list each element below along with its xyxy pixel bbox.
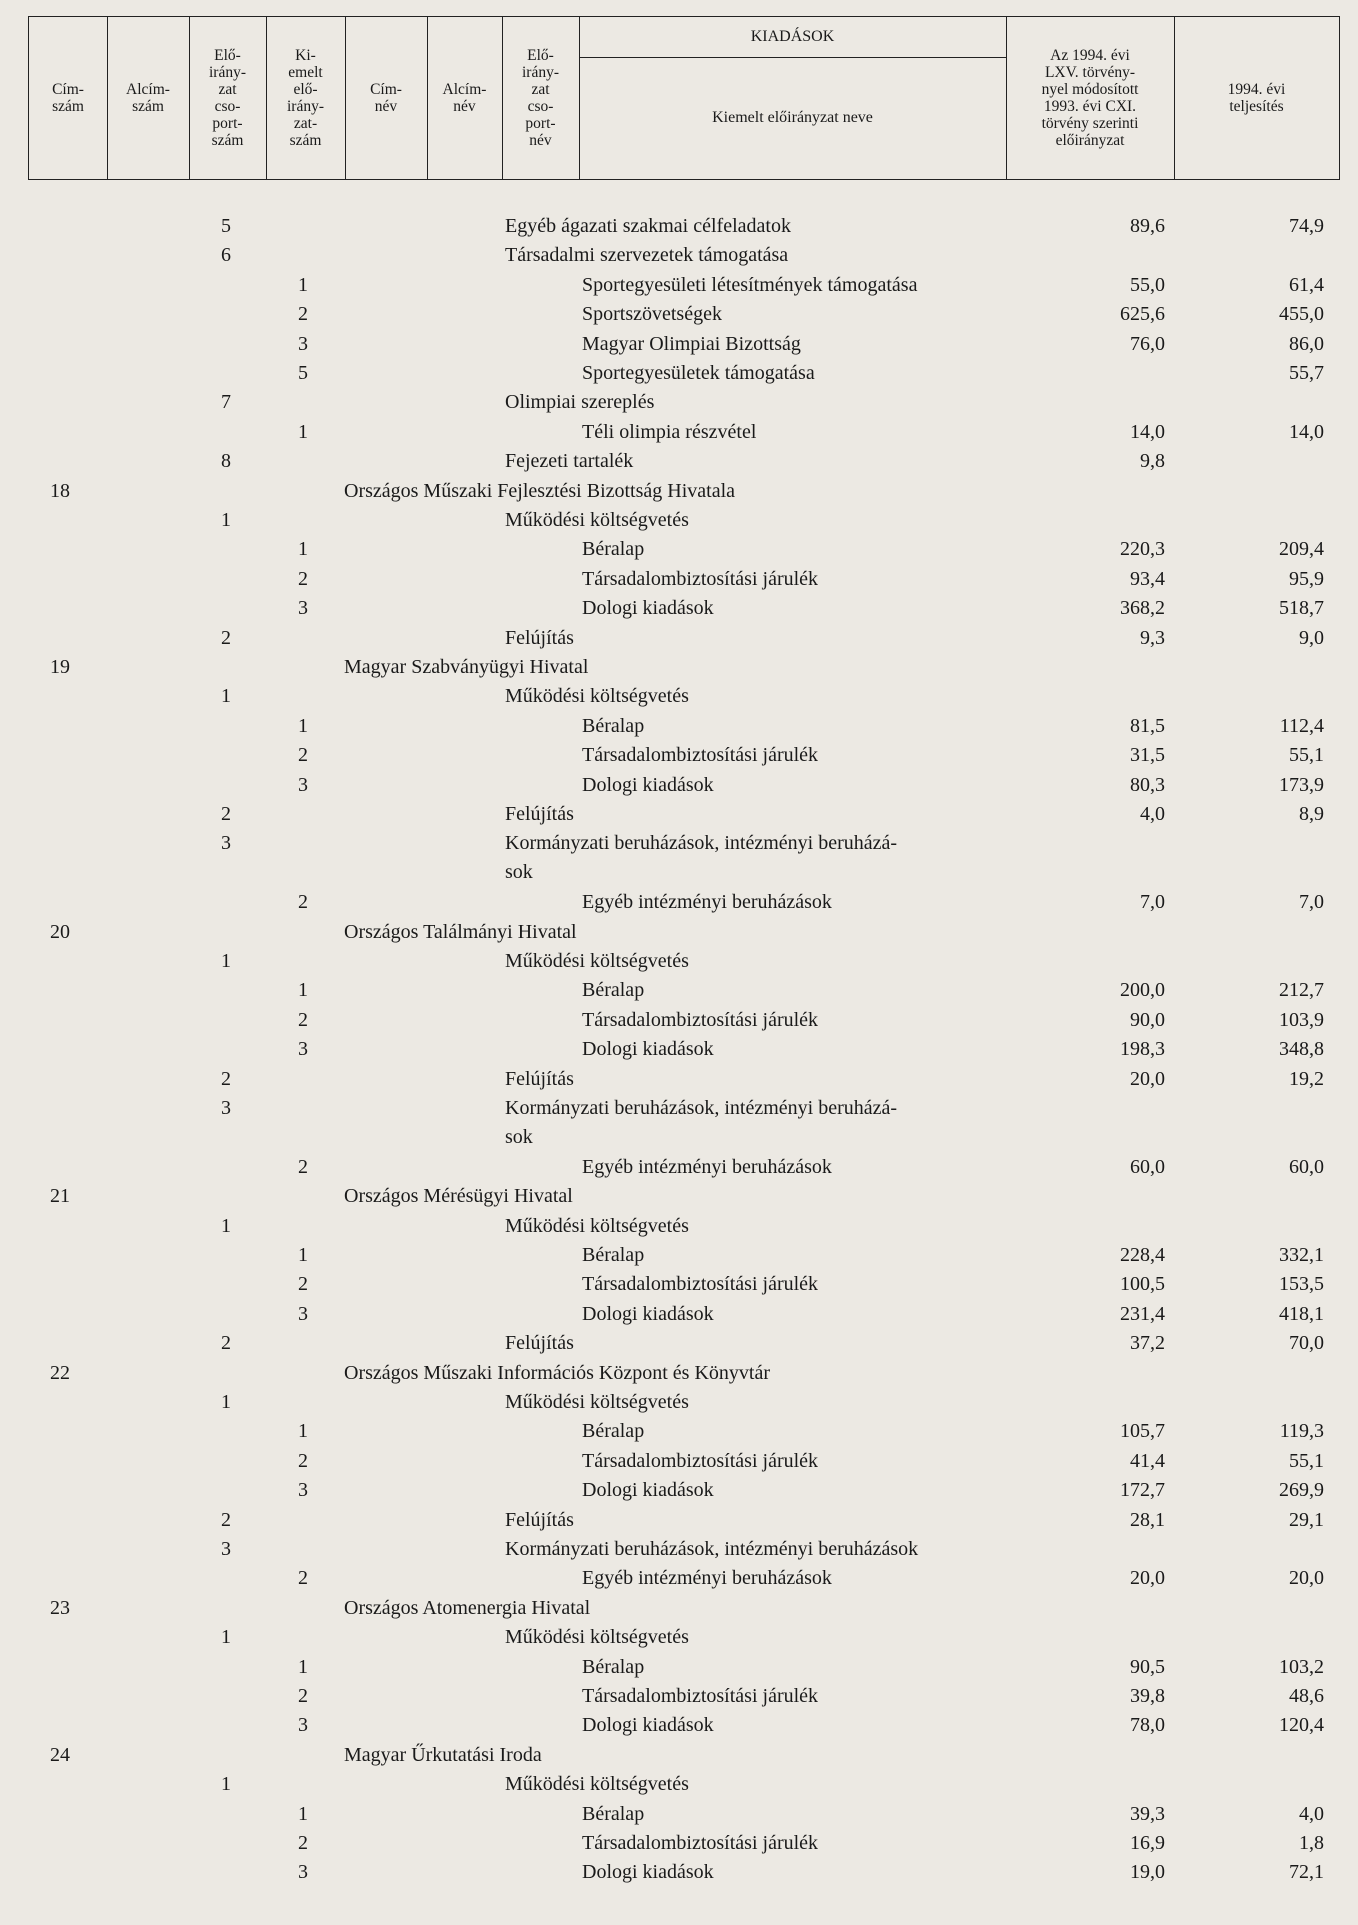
row-number: 2 <box>298 1685 308 1707</box>
header-teljesites: 1994. évi teljesítés <box>1227 81 1286 115</box>
value-teljesites: 61,4 <box>1289 273 1324 296</box>
row-label: Kormányzati beruházások, intézményi beruházá- sok <box>505 1097 898 1148</box>
row-number: 2 <box>298 303 308 326</box>
value-teljesites: 455,0 <box>1279 303 1324 326</box>
value-teljesites: 119,3 <box>1279 1420 1324 1443</box>
value-teljesites: 269,9 <box>1279 1479 1324 1502</box>
row-label: Társadalombiztosítási járulék <box>582 1449 819 1472</box>
value-teljesites: 48,6 <box>1289 1685 1324 1707</box>
row-label: Társadalombiztosítási járulék <box>582 1685 819 1707</box>
row-number: 2 <box>298 1449 308 1472</box>
row-number: 23 <box>50 1596 70 1619</box>
value-eloiranyzat: 89,6 <box>1130 215 1165 237</box>
value-teljesites: 4,0 <box>1299 1802 1324 1825</box>
row-label: Egyéb intézményi beruházások <box>582 891 832 914</box>
row-number: 2 <box>221 803 231 825</box>
value-teljesites: 518,7 <box>1279 597 1324 620</box>
value-teljesites: 29,1 <box>1289 1508 1324 1531</box>
table-row <box>0 888 1358 917</box>
row-number: 2 <box>298 891 308 914</box>
value-eloiranyzat: 9,3 <box>1140 626 1165 649</box>
header-kiemelt-eloiranyzat-neve: Kiemelt előirányzat neve <box>712 109 873 126</box>
value-eloiranyzat: 105,7 <box>1120 1420 1165 1443</box>
row-label: Felújítás <box>505 1332 574 1355</box>
value-eloiranyzat: 368,2 <box>1120 597 1165 620</box>
row-label: Dologi kiadások <box>582 1038 714 1061</box>
table-row <box>0 1476 1358 1505</box>
value-eloiranyzat: 90,0 <box>1130 1008 1165 1031</box>
row-number: 2 <box>221 1332 231 1355</box>
value-eloiranyzat: 90,5 <box>1130 1655 1165 1678</box>
row-number: 8 <box>221 450 231 473</box>
row-number: 1 <box>298 273 308 296</box>
header-cim-nev: Cím- név <box>370 81 402 115</box>
value-teljesites: 19,2 <box>1289 1067 1324 1090</box>
value-eloiranyzat: 100,5 <box>1120 1273 1165 1296</box>
row-label: Béralap <box>582 1655 645 1678</box>
table-row <box>0 447 1358 476</box>
table-row <box>0 535 1358 564</box>
row-number: 3 <box>298 1479 308 1502</box>
value-teljesites: 120,4 <box>1279 1714 1324 1737</box>
table-row <box>0 1388 1358 1417</box>
value-eloiranyzat: 80,3 <box>1130 773 1165 796</box>
value-eloiranyzat: 198,3 <box>1120 1038 1165 1061</box>
row-label: Béralap <box>582 538 645 561</box>
row-number: 20 <box>50 920 70 943</box>
table-row <box>0 1858 1358 1887</box>
row-number: 3 <box>298 597 308 620</box>
row-number: 7 <box>221 391 231 414</box>
value-teljesites: 60,0 <box>1289 1155 1324 1178</box>
row-label: Dologi kiadások <box>582 1479 714 1502</box>
value-teljesites: 55,1 <box>1289 1449 1324 1472</box>
table-row <box>0 359 1358 388</box>
row-number: 3 <box>298 773 308 796</box>
table-row <box>0 1741 1358 1770</box>
row-label: Béralap <box>582 714 645 737</box>
table-row <box>0 477 1358 506</box>
row-number: 2 <box>298 1008 308 1031</box>
table-row <box>0 1359 1358 1388</box>
row-number: 3 <box>298 1302 308 1325</box>
value-eloiranyzat: 9,8 <box>1140 450 1165 473</box>
value-eloiranyzat: 37,2 <box>1130 1332 1165 1355</box>
table-row <box>0 1153 1358 1182</box>
table-row <box>0 1241 1358 1270</box>
table-row <box>0 271 1358 300</box>
value-eloiranyzat: 625,6 <box>1120 303 1165 326</box>
header-kiadasok: KIADÁSOK <box>750 28 835 45</box>
table-row <box>0 918 1358 947</box>
value-teljesites: 74,9 <box>1289 215 1324 237</box>
row-label: Országos Műszaki Fejlesztési Bizottság Hivatala <box>344 479 736 502</box>
value-teljesites: 86,0 <box>1289 332 1324 355</box>
value-teljesites: 103,2 <box>1279 1655 1324 1678</box>
table-row <box>0 771 1358 800</box>
value-teljesites: 20,0 <box>1289 1567 1324 1590</box>
row-number: 6 <box>221 244 231 267</box>
table-row <box>0 682 1358 711</box>
row-number: 1 <box>221 1626 231 1649</box>
value-eloiranyzat: 231,4 <box>1120 1302 1165 1325</box>
table-row <box>0 947 1358 976</box>
row-label: Országos Atomenergia Hivatal <box>344 1596 591 1619</box>
row-label: Országos Mérésügyi Hivatal <box>344 1185 573 1208</box>
value-teljesites: 9,0 <box>1299 626 1324 649</box>
row-label: Kormányzati beruházások, intézményi beruházások <box>505 1538 919 1560</box>
value-teljesites: 103,9 <box>1279 1008 1324 1031</box>
value-eloiranyzat: 200,0 <box>1120 979 1165 1002</box>
value-eloiranyzat: 20,0 <box>1130 1567 1165 1590</box>
row-number: 5 <box>221 215 231 237</box>
row-label: Működési költségvetés <box>505 1773 689 1796</box>
row-label: Társadalombiztosítási járulék <box>582 1008 819 1031</box>
table-row <box>0 1682 1358 1711</box>
row-number: 1 <box>298 714 308 737</box>
row-label: Működési költségvetés <box>505 509 689 531</box>
row-label: Országos Találmányi Hivatal <box>344 920 577 943</box>
table-row <box>0 1829 1358 1858</box>
row-label: Egyéb ágazati szakmai célfeladatok <box>505 215 791 237</box>
table-row <box>0 1564 1358 1593</box>
row-number: 5 <box>298 362 308 384</box>
row-number: 22 <box>50 1361 70 1384</box>
row-label: Fejezeti tartalék <box>505 450 634 473</box>
table-row <box>0 241 1358 270</box>
value-eloiranyzat: 60,0 <box>1130 1155 1165 1178</box>
value-eloiranyzat: 19,0 <box>1130 1861 1165 1884</box>
row-label: Működési költségvetés <box>505 950 689 972</box>
row-label: Béralap <box>582 1244 645 1266</box>
row-number: 2 <box>221 1508 231 1531</box>
row-number: 3 <box>298 332 308 355</box>
row-label: Felújítás <box>505 1067 574 1090</box>
row-label: Társadalombiztosítási járulék <box>582 1832 819 1854</box>
table-row <box>0 418 1358 447</box>
row-label: Országos Műszaki Információs Központ és Könyvtár <box>344 1361 771 1384</box>
row-label: Sportegyesületi létesítmények támogatása <box>582 273 918 296</box>
value-eloiranyzat: 78,0 <box>1130 1714 1165 1737</box>
table-row <box>0 1035 1358 1064</box>
row-number: 2 <box>298 744 308 767</box>
row-number: 1 <box>298 1655 308 1678</box>
table-row <box>0 1770 1358 1799</box>
table-row <box>0 800 1358 829</box>
row-label: Magyar Űrkutatási Iroda <box>344 1743 542 1766</box>
table-row <box>0 712 1358 741</box>
row-label: Társadalombiztosítási járulék <box>582 1273 819 1296</box>
row-number: 2 <box>221 1067 231 1090</box>
row-label: Dologi kiadások <box>582 1861 714 1884</box>
row-number: 1 <box>298 1802 308 1825</box>
row-number: 2 <box>298 1155 308 1178</box>
value-teljesites: 55,1 <box>1289 744 1324 767</box>
table-row <box>0 1006 1358 1035</box>
row-label: Működési költségvetés <box>505 1391 689 1413</box>
row-number: 1 <box>221 509 231 531</box>
row-number: 3 <box>221 1538 231 1560</box>
value-teljesites: 55,7 <box>1289 362 1324 384</box>
row-number: 24 <box>50 1743 70 1766</box>
row-label: Működési költségvetés <box>505 1214 689 1237</box>
value-eloiranyzat: 41,4 <box>1130 1449 1165 1472</box>
table-row <box>0 388 1358 417</box>
table-row <box>0 506 1358 535</box>
row-label: Kormányzati beruházások, intézményi beruházá- sok <box>505 832 898 884</box>
header-eloiranyzat-csoport-nev: Elő- irány- zat cso- port- név <box>521 47 559 149</box>
value-teljesites: 153,5 <box>1279 1273 1324 1296</box>
row-label: Dologi kiadások <box>582 773 714 796</box>
row-label: Felújítás <box>505 803 574 825</box>
value-teljesites: 418,1 <box>1279 1302 1324 1325</box>
row-label: Felújítás <box>505 626 574 649</box>
row-label: Dologi kiadások <box>582 1302 714 1325</box>
value-teljesites: 173,9 <box>1279 773 1324 796</box>
row-number: 1 <box>298 979 308 1002</box>
value-eloiranyzat: 220,3 <box>1120 538 1165 561</box>
row-number: 3 <box>298 1861 308 1884</box>
table-row <box>0 976 1358 1005</box>
header-cim-szam: Cím- szám <box>52 81 84 115</box>
row-label: Egyéb intézményi beruházások <box>582 1567 832 1590</box>
row-label: Sportszövetségek <box>582 303 722 326</box>
table-row <box>0 1711 1358 1740</box>
table-row <box>0 1447 1358 1476</box>
table-row <box>0 1506 1358 1535</box>
row-label: Társadalmi szervezetek támogatása <box>505 244 789 267</box>
value-eloiranyzat: 28,1 <box>1130 1508 1165 1531</box>
value-teljesites: 14,0 <box>1289 420 1324 443</box>
row-label: Béralap <box>582 979 645 1002</box>
value-eloiranyzat: 93,4 <box>1130 567 1165 590</box>
table-row <box>0 1417 1358 1446</box>
header-eloiranyzat-csoport-szam: Elő- irány- zat cso- port- szám <box>208 47 246 149</box>
value-teljesites: 8,9 <box>1299 803 1324 825</box>
row-number: 2 <box>298 1832 308 1854</box>
row-number: 19 <box>50 656 70 678</box>
header-alcim-szam: Alcím- szám <box>126 81 170 115</box>
table-row <box>0 1653 1358 1682</box>
row-number: 3 <box>221 1097 231 1119</box>
row-label: Működési költségvetés <box>505 1626 689 1649</box>
value-teljesites: 1,8 <box>1299 1832 1324 1854</box>
value-teljesites: 72,1 <box>1289 1861 1324 1884</box>
row-number: 1 <box>298 420 308 443</box>
table-row <box>0 212 1358 241</box>
row-number: 1 <box>221 950 231 972</box>
row-label: Téli olimpia részvétel <box>582 420 757 443</box>
row-number: 2 <box>298 1273 308 1296</box>
table-row <box>0 1094 1358 1153</box>
value-eloiranyzat: 4,0 <box>1140 803 1165 825</box>
value-eloiranyzat: 31,5 <box>1130 744 1165 767</box>
value-teljesites: 348,8 <box>1279 1038 1324 1061</box>
value-eloiranyzat: 16,9 <box>1130 1832 1165 1854</box>
table-row <box>0 624 1358 653</box>
value-teljesites: 7,0 <box>1299 891 1324 914</box>
table-row <box>0 330 1358 359</box>
table-row <box>0 1623 1358 1652</box>
row-number: 1 <box>221 1773 231 1796</box>
table-row <box>0 1065 1358 1094</box>
row-label: Társadalombiztosítási járulék <box>582 567 819 590</box>
row-label: Dologi kiadások <box>582 597 714 620</box>
table-row <box>0 1300 1358 1329</box>
value-eloiranyzat: 228,4 <box>1120 1244 1165 1266</box>
row-label: Működési költségvetés <box>505 685 689 708</box>
table-row <box>0 741 1358 770</box>
table-row <box>0 565 1358 594</box>
row-number: 3 <box>298 1714 308 1737</box>
row-label: Magyar Olimpiai Bizottság <box>582 332 801 355</box>
header-eloiranyzat: Az 1994. évi LXV. törvény- nyel módosított 1993. évi CXI. törvény szerinti előirányzat <box>1041 47 1139 149</box>
row-number: 3 <box>298 1038 308 1061</box>
table-row <box>0 1535 1358 1564</box>
row-label: Magyar Szabványügyi Hivatal <box>344 656 589 678</box>
table-row <box>0 594 1358 623</box>
table-row <box>0 1329 1358 1358</box>
row-number: 1 <box>298 1244 308 1266</box>
value-teljesites: 332,1 <box>1279 1244 1324 1266</box>
row-number: 2 <box>298 567 308 590</box>
value-teljesites: 209,4 <box>1279 538 1324 561</box>
value-eloiranyzat: 81,5 <box>1130 714 1165 737</box>
value-eloiranyzat: 20,0 <box>1130 1067 1165 1090</box>
row-label: Béralap <box>582 1420 645 1443</box>
row-label: Olimpiai szereplés <box>505 391 655 414</box>
value-eloiranyzat: 76,0 <box>1130 332 1165 355</box>
value-teljesites: 70,0 <box>1289 1332 1324 1355</box>
row-number: 1 <box>298 1420 308 1443</box>
row-number: 1 <box>221 685 231 708</box>
value-eloiranyzat: 39,3 <box>1130 1802 1165 1825</box>
table-row <box>0 1182 1358 1211</box>
row-label: Felújítás <box>505 1508 574 1531</box>
row-label: Társadalombiztosítási járulék <box>582 744 819 767</box>
value-teljesites: 95,9 <box>1289 567 1324 590</box>
table-row <box>0 300 1358 329</box>
row-label: Dologi kiadások <box>582 1714 714 1737</box>
header-kiemelt-eloiranyzat-szam: Ki- emelt elő- irány- zat- szám <box>286 47 324 149</box>
table-row <box>0 653 1358 682</box>
value-eloiranyzat: 172,7 <box>1120 1479 1165 1502</box>
row-number: 1 <box>221 1391 231 1413</box>
table-row <box>0 829 1358 888</box>
value-eloiranyzat: 39,8 <box>1130 1685 1165 1707</box>
value-eloiranyzat: 14,0 <box>1130 420 1165 443</box>
table-row <box>0 1800 1358 1829</box>
row-number: 2 <box>221 626 231 649</box>
row-number: 3 <box>221 832 231 855</box>
table-row <box>0 1270 1358 1299</box>
row-label: Béralap <box>582 1802 645 1825</box>
value-teljesites: 212,7 <box>1279 979 1324 1002</box>
row-number: 2 <box>298 1567 308 1590</box>
row-number: 21 <box>50 1185 70 1208</box>
table-row <box>0 1594 1358 1623</box>
table-row <box>0 1212 1358 1241</box>
value-teljesites: 112,4 <box>1279 714 1324 737</box>
row-number: 18 <box>50 479 70 502</box>
row-label: Egyéb intézményi beruházások <box>582 1155 832 1178</box>
row-number: 1 <box>221 1214 231 1237</box>
value-eloiranyzat: 7,0 <box>1140 891 1165 914</box>
value-eloiranyzat: 55,0 <box>1130 273 1165 296</box>
header-alcim-nev: Alcím- név <box>442 81 487 115</box>
row-number: 1 <box>298 538 308 561</box>
row-label: Sportegyesületek támogatása <box>582 362 815 384</box>
